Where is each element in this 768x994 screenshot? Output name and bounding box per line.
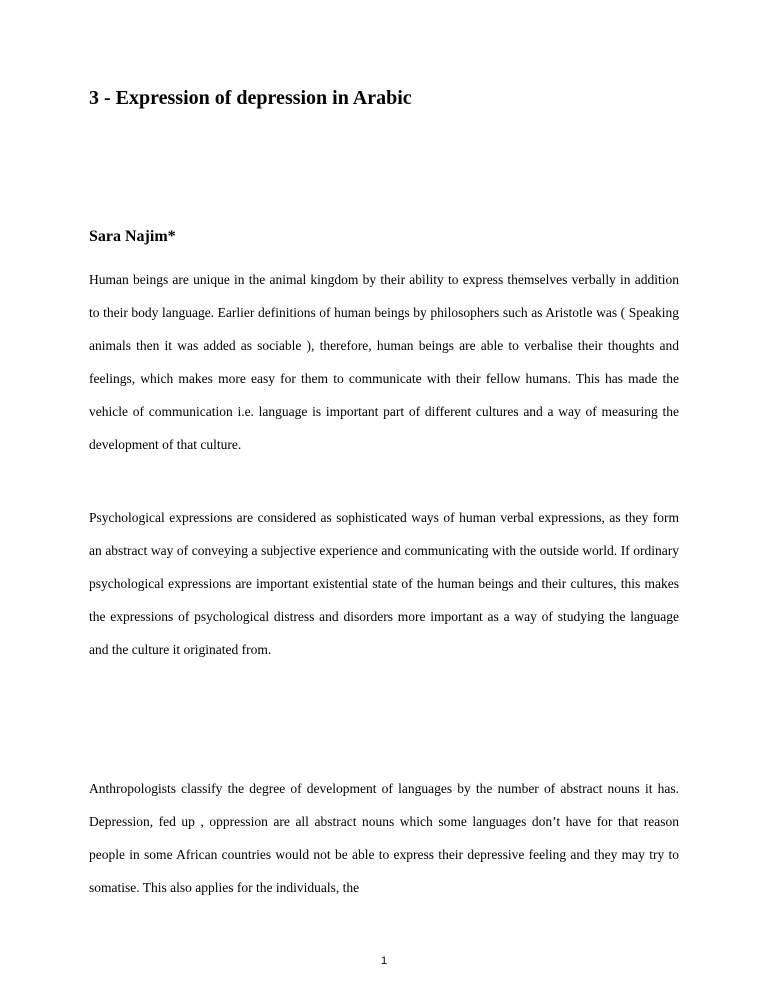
author-name: Sara Najim* — [89, 228, 176, 245]
paragraph-3: Anthropologists classify the degree of development of languages by the number of abstract nouns it has. Depression, fed up , oppression are all abstract nouns which some languages don’t have for that reason people in some African countries would not be able to express their depressive feeling and they may try to somatise. This also applies for the individuals, the — [89, 781, 679, 895]
page-number: 1 — [380, 955, 388, 967]
paragraph-2: Psychological expressions are considered as sophisticated ways of human verbal expressions, as they form an abstract way of conveying a subjective experience and communicating with the outside world. If ordinary psychological expressions are important existential state of the human beings and their cultures, this makes the expressions of psychological distress and disorders more important as a way of studying the language and the culture it originated from. — [89, 510, 679, 657]
page-title: 3 - Expression of depression in Arabic — [89, 87, 412, 109]
paragraph-1: Human beings are unique in the animal kingdom by their ability to express themselves verbally in addition to their body language. Earlier definitions of human beings by philosophers such as Aristotle was ( Speaking animals then it was added as sociable ), therefore, human beings are able to verbalise their thoughts and feelings, which makes more easy for them to communicate with their fellow humans. This has made the vehicle of communication i.e. language is important part of different cultures and a way of measuring the development of that culture. — [89, 272, 679, 452]
